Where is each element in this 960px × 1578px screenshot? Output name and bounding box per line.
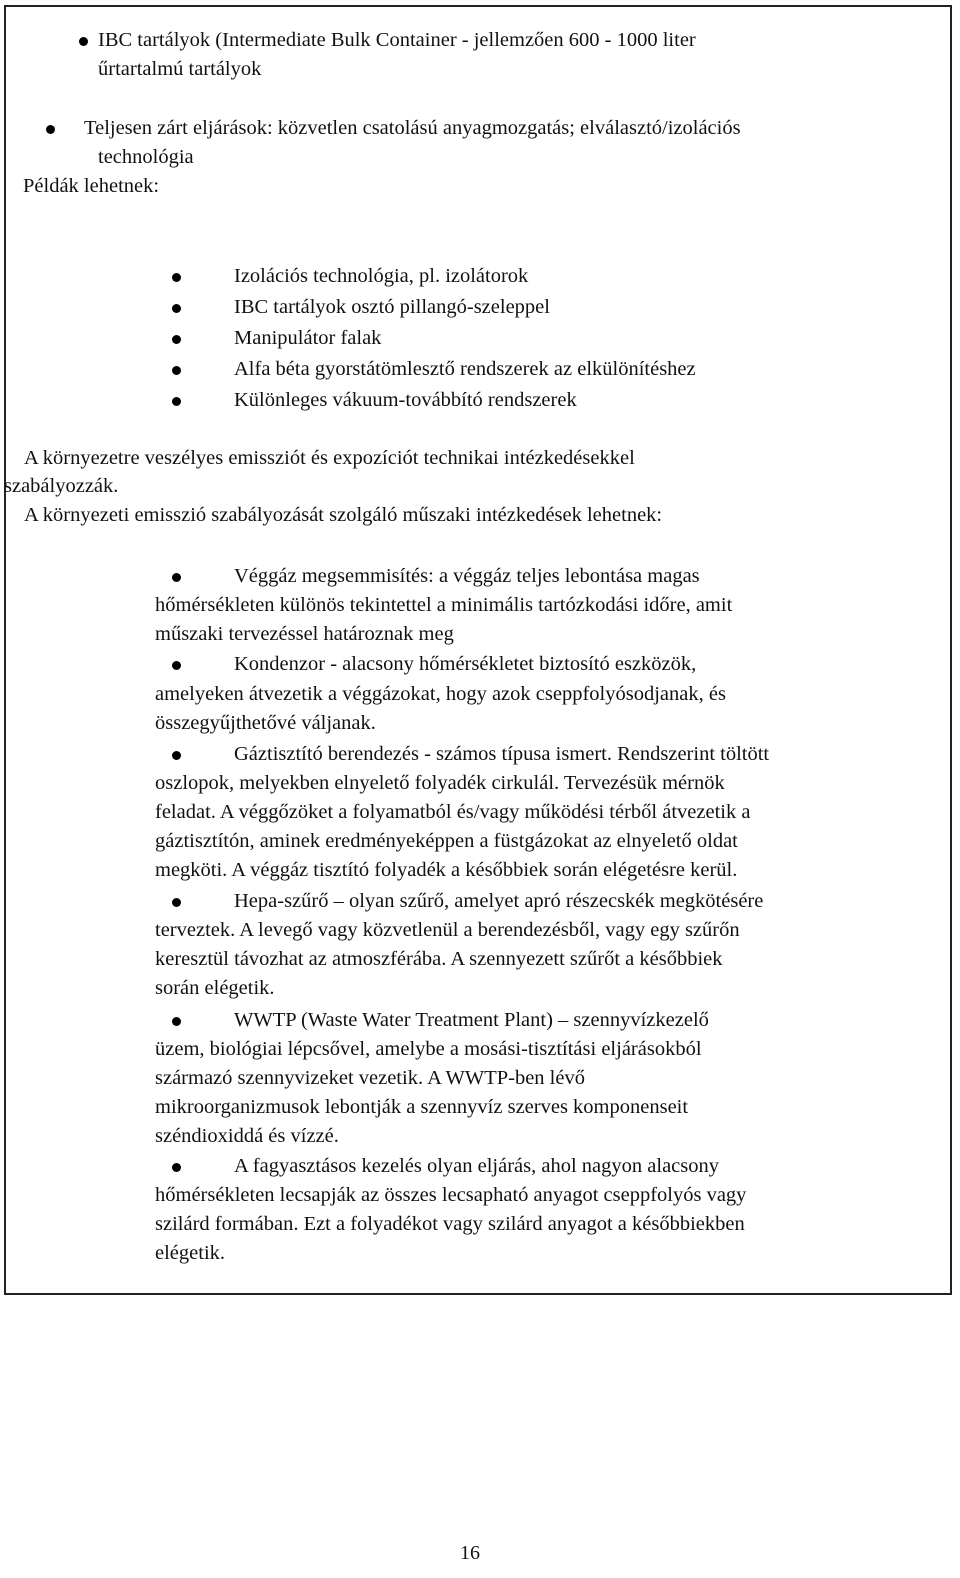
examples-label: Példák lehetnek:: [23, 175, 160, 197]
measure-2-line-1: Kondenzor - alacsony hőmérsékletet biztosító eszközök,: [234, 653, 697, 675]
bullet-icon: [79, 37, 88, 46]
measure-5-line-5: széndioxiddá és vízzé.: [155, 1125, 339, 1147]
measure-5-line-1: WWTP (Waste Water Treatment Plant) – szennyvízkezelő: [234, 1009, 709, 1031]
measure-1-line-3: műszaki tervezéssel határoznak meg: [155, 623, 454, 645]
top-bullet-2-line-2: technológia: [98, 146, 194, 168]
bullet-icon: [172, 1017, 181, 1026]
measure-1-line-2: hőmérsékleten különös tekintettel a minimális tartózkodási időre, amit: [155, 594, 733, 616]
measure-3-line-4: gáztisztítón, aminek eredményeképpen a füstgázokat az elnyelető oldat: [155, 830, 738, 852]
paragraph-2: A környezeti emisszió szabályozását szolgáló műszaki intézkedések lehetnek:: [24, 504, 663, 526]
bullet-icon: [172, 1163, 181, 1172]
bullet-icon: [172, 751, 181, 760]
bullet-icon: [46, 125, 55, 134]
measure-1-line-1: Véggáz megsemmisítés: a véggáz teljes lebontása magas: [234, 565, 700, 587]
bullet-icon: [172, 573, 181, 582]
bullet-icon: [172, 366, 181, 375]
measure-4-line-1: Hepa-szűrő – olyan szűrő, amelyet apró részecskék megkötésére: [234, 890, 764, 912]
measure-3-line-3: feladat. A véggőzöket a folyamatból és/vagy működési térből átvezetik a: [155, 801, 751, 823]
measure-5-line-2: üzem, biológiai lépcsővel, amelybe a mosási-tisztítási eljárásokból: [155, 1038, 702, 1060]
measure-6-line-4: elégetik.: [155, 1242, 226, 1264]
measure-2-line-3: összegyűjthetővé váljanak.: [155, 712, 376, 734]
example-item-5: Különleges vákuum-továbbító rendszerek: [234, 389, 577, 411]
bullet-icon: [172, 273, 181, 282]
measure-3-line-1: Gáztisztító berendezés - számos típusa ismert. Rendszerint töltött: [234, 743, 770, 765]
bullet-icon: [172, 304, 181, 313]
bullet-icon: [172, 661, 181, 670]
paragraph-1-line-1: A környezetre veszélyes emissziót és expozíciót technikai intézkedésekkel: [24, 447, 635, 469]
page-number: 16: [460, 1542, 480, 1564]
example-item-2: IBC tartályok osztó pillangó-szeleppel: [234, 296, 550, 318]
paragraph-1-line-2: szabályozzák.: [4, 475, 119, 497]
measure-4-line-2: terveztek. A levegő vagy közvetlenül a berendezésből, vagy egy szűrőn: [155, 919, 740, 941]
measure-4-line-3: keresztül távozhat az atmoszférába. A szennyezett szűrőt a későbbiek: [155, 948, 723, 970]
measure-4-line-4: során elégetik.: [155, 977, 275, 999]
measure-3-line-2: oszlopok, melyekben elnyelető folyadék cirkulál. Tervezésük mérnök: [155, 772, 725, 794]
measure-6-line-3: szilárd formában. Ezt a folyadékot vagy szilárd anyagot a későbbiekben: [155, 1213, 745, 1235]
example-item-3: Manipulátor falak: [234, 327, 382, 349]
measure-3-line-5: megköti. A véggáz tisztító folyadék a későbbiek során elégetésre kerül.: [155, 859, 738, 881]
measure-5-line-3: származó szennyvizeket vezetik. A WWTP-ben lévő: [155, 1067, 585, 1089]
top-bullet-1-line-2: űrtartalmú tartályok: [98, 58, 262, 80]
measure-2-line-2: amelyeken átvezetik a véggázokat, hogy azok cseppfolyósodjanak, és: [155, 683, 726, 705]
bullet-icon: [172, 898, 181, 907]
measure-6-line-2: hőmérsékleten lecsapják az összes lecsapható anyagot cseppfolyós vagy: [155, 1184, 747, 1206]
top-bullet-2-line-1: Teljesen zárt eljárások: közvetlen csatolású anyagmozgatás; elválasztó/izolációs: [84, 117, 741, 139]
example-item-4: Alfa béta gyorstátömlesztő rendszerek az elkülönítéshez: [234, 358, 696, 380]
top-bullet-1-line-1: IBC tartályok (Intermediate Bulk Container - jellemzően 600 - 1000 liter: [98, 29, 696, 51]
bullet-icon: [172, 335, 181, 344]
measure-6-line-1: A fagyasztásos kezelés olyan eljárás, ahol nagyon alacsony: [234, 1155, 719, 1177]
example-item-1: Izolációs technológia, pl. izolátorok: [234, 265, 529, 287]
measure-5-line-4: mikroorganizmusok lebontják a szennyvíz szerves komponenseit: [155, 1096, 689, 1118]
bullet-icon: [172, 397, 181, 406]
